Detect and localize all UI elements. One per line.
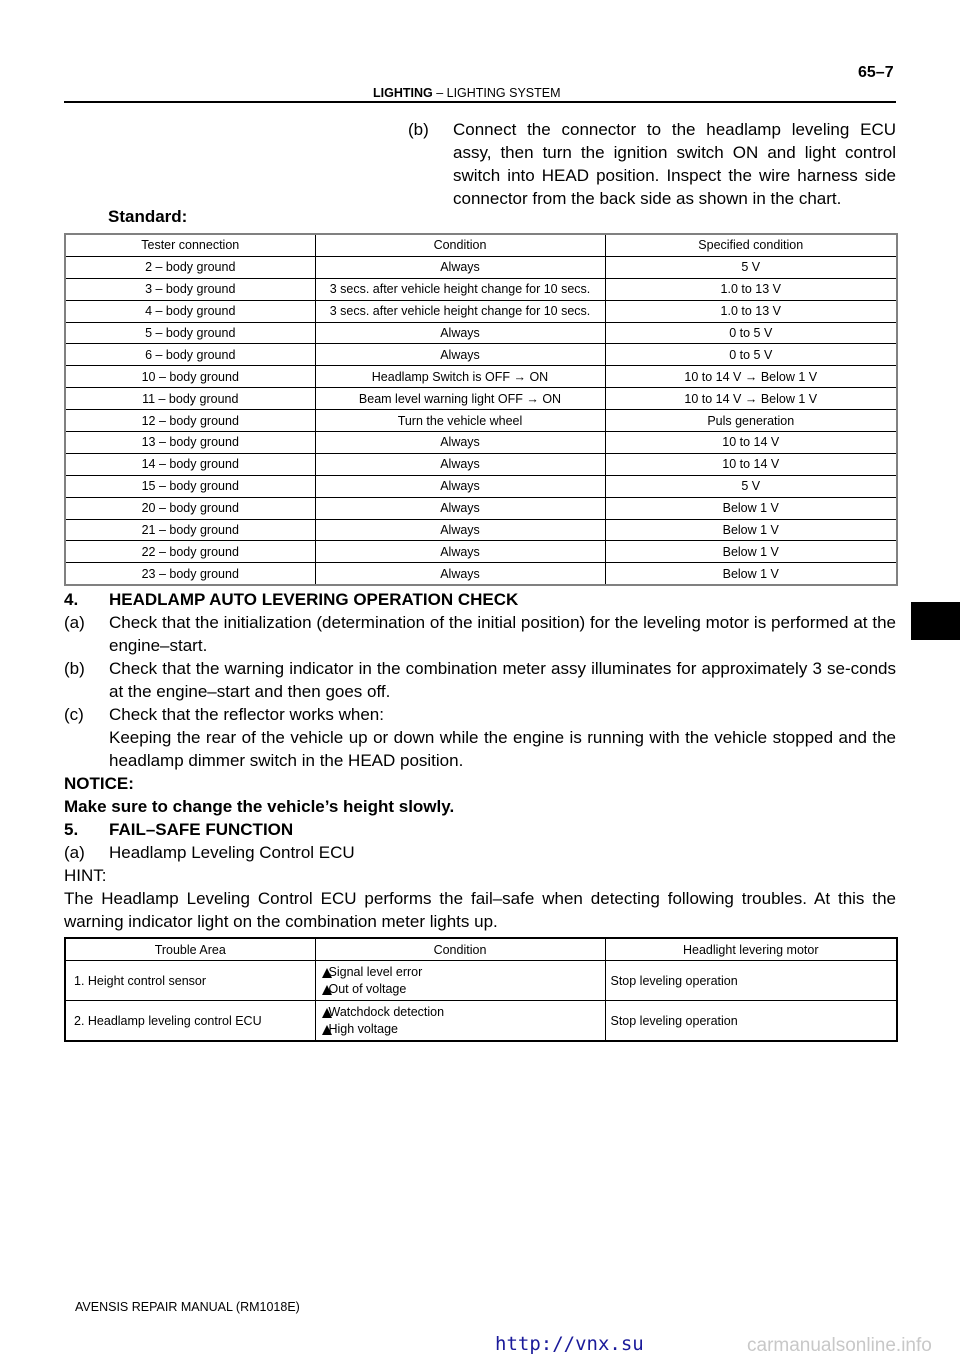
specified-condition-cell: 5 V bbox=[605, 475, 897, 497]
condition-item bbox=[316, 1021, 605, 1038]
running-header bbox=[373, 86, 561, 100]
table-row bbox=[65, 388, 897, 410]
section-5-number: 5. bbox=[64, 820, 79, 839]
column-header: Headlight levering motor bbox=[605, 938, 897, 961]
column-header: Trouble Area bbox=[65, 938, 315, 961]
page-footer: AVENSIS REPAIR MANUAL (RM1018E) bbox=[75, 1300, 300, 1314]
section-5-heading bbox=[64, 818, 896, 841]
tester-connection-cell: 11 – body ground bbox=[65, 388, 315, 410]
condition-item bbox=[316, 964, 605, 981]
failsafe-table bbox=[64, 937, 898, 1042]
step-label: (a) bbox=[64, 613, 85, 632]
table-row bbox=[65, 410, 897, 432]
section-4-heading bbox=[64, 588, 896, 611]
warning-triangle-icon bbox=[322, 985, 332, 995]
section-5-title: FAIL–SAFE FUNCTION bbox=[109, 820, 294, 839]
condition-item bbox=[316, 1004, 605, 1021]
tester-connection-cell: 6 – body ground bbox=[65, 344, 315, 366]
tester-connection-cell: 4 – body ground bbox=[65, 300, 315, 322]
step-text-detail: Keeping the rear of the vehicle up or down while the engine is running with the vehicle stopped and the headlamp dimmer switch in the HEAD position. bbox=[109, 728, 896, 770]
condition-cell: Always bbox=[315, 519, 605, 541]
warning-triangle-icon bbox=[322, 968, 332, 978]
specified-condition-cell: Puls generation bbox=[605, 410, 897, 432]
tester-connection-cell: 20 – body ground bbox=[65, 497, 315, 519]
tester-connection-cell: 21 – body ground bbox=[65, 519, 315, 541]
table-row bbox=[65, 961, 897, 1001]
condition-cell: Always bbox=[315, 432, 605, 454]
table-row bbox=[65, 497, 897, 519]
step-4b bbox=[64, 657, 896, 703]
condition-cell: Always bbox=[315, 453, 605, 475]
trouble-area-cell: 1. Height control sensor bbox=[65, 961, 315, 1001]
specified-condition-cell: Below 1 V bbox=[605, 519, 897, 541]
step-label: (a) bbox=[64, 843, 85, 862]
tester-connection-cell: 13 – body ground bbox=[65, 432, 315, 454]
condition-text: Out of voltage bbox=[328, 981, 407, 996]
warning-triangle-icon bbox=[322, 1025, 332, 1035]
step-label: (c) bbox=[64, 705, 84, 724]
tester-connection-cell: 2 – body ground bbox=[65, 256, 315, 278]
condition-cell: Beam level warning light OFF → ON bbox=[315, 388, 605, 410]
condition-cell: Always bbox=[315, 344, 605, 366]
condition-cell: Always bbox=[315, 322, 605, 344]
condition-cell: Turn the vehicle wheel bbox=[315, 410, 605, 432]
header-section-name: LIGHTING bbox=[373, 86, 433, 100]
intro-step bbox=[408, 118, 896, 210]
column-header: Specified condition bbox=[605, 234, 897, 256]
watermark-link[interactable]: http://vnx.su bbox=[495, 1333, 644, 1355]
step-4a bbox=[64, 611, 896, 657]
condition-item bbox=[316, 981, 605, 998]
column-header: Condition bbox=[315, 938, 605, 961]
specified-condition-cell: 0 to 5 V bbox=[605, 322, 897, 344]
condition-text: High voltage bbox=[328, 1021, 398, 1036]
tester-connection-cell: 22 – body ground bbox=[65, 541, 315, 563]
specified-condition-cell: Below 1 V bbox=[605, 497, 897, 519]
specified-condition-cell: 5 V bbox=[605, 256, 897, 278]
condition-cell: Always bbox=[315, 563, 605, 585]
section-4-title: HEADLAMP AUTO LEVERING OPERATION CHECK bbox=[109, 590, 519, 609]
trouble-area-cell: 2. Headlamp leveling control ECU bbox=[65, 1001, 315, 1042]
condition-cell: 3 secs. after vehicle height change for 10 secs. bbox=[315, 300, 605, 322]
condition-text: Signal level error bbox=[328, 964, 423, 979]
condition-cell: Headlamp Switch is OFF → ON bbox=[315, 366, 605, 388]
section-4-number: 4. bbox=[64, 590, 79, 609]
header-divider bbox=[64, 101, 896, 103]
specified-condition-cell: 0 to 5 V bbox=[605, 344, 897, 366]
tester-connection-cell: 3 – body ground bbox=[65, 278, 315, 300]
specified-condition-cell: Below 1 V bbox=[605, 563, 897, 585]
step-5a bbox=[64, 841, 896, 864]
condition-cell: Always bbox=[315, 475, 605, 497]
condition-cell bbox=[315, 1001, 605, 1042]
table-row bbox=[65, 256, 897, 278]
condition-cell: 3 secs. after vehicle height change for 10 secs. bbox=[315, 278, 605, 300]
notice-label: NOTICE: bbox=[64, 774, 134, 793]
table-row bbox=[65, 366, 897, 388]
table-header-row bbox=[65, 234, 897, 256]
intro-step-text: Connect the connector to the headlamp leveling ECU assy, then turn the ignition switch ON and light control switch into HEAD position. Inspect the wire harness side connector from the back side as shown in the chart. bbox=[453, 120, 896, 208]
watermark-site: carmanualsonline.info bbox=[747, 1335, 932, 1356]
table-row bbox=[65, 563, 897, 585]
motor-action-cell: Stop leveling operation bbox=[605, 1001, 897, 1042]
condition-cell: Always bbox=[315, 541, 605, 563]
motor-action-cell: Stop leveling operation bbox=[605, 961, 897, 1001]
table-row bbox=[65, 432, 897, 454]
standard-label: Standard: bbox=[108, 207, 188, 226]
table-row bbox=[65, 1001, 897, 1042]
tester-connection-cell: 10 – body ground bbox=[65, 366, 315, 388]
specified-condition-cell: 10 to 14 V → Below 1 V bbox=[605, 366, 897, 388]
condition-cell bbox=[315, 961, 605, 1001]
table-header-row bbox=[65, 938, 897, 961]
column-header: Tester connection bbox=[65, 234, 315, 256]
specified-condition-cell: 10 to 14 V → Below 1 V bbox=[605, 388, 897, 410]
specified-condition-cell: 10 to 14 V bbox=[605, 432, 897, 454]
tester-connection-cell: 5 – body ground bbox=[65, 322, 315, 344]
step-label: (b) bbox=[64, 659, 85, 678]
specified-condition-cell: 1.0 to 13 V bbox=[605, 278, 897, 300]
section-tab-marker bbox=[911, 602, 960, 640]
page-number: 65–7 bbox=[858, 64, 894, 81]
specified-condition-cell: 1.0 to 13 V bbox=[605, 300, 897, 322]
table-row bbox=[65, 519, 897, 541]
condition-cell: Always bbox=[315, 497, 605, 519]
intro-step-label: (b) bbox=[408, 120, 429, 139]
specified-condition-cell: 10 to 14 V bbox=[605, 453, 897, 475]
table-row bbox=[65, 453, 897, 475]
step-text: Check that the initialization (determination of the initial position) for the leveling motor is performed at the engine–start. bbox=[109, 613, 896, 655]
table-row bbox=[65, 541, 897, 563]
table-row bbox=[65, 278, 897, 300]
warning-triangle-icon bbox=[322, 1008, 332, 1018]
notice-text: Make sure to change the vehicle’s height slowly. bbox=[64, 797, 455, 816]
condition-cell: Always bbox=[315, 256, 605, 278]
tester-connection-cell: 23 – body ground bbox=[65, 563, 315, 585]
header-subsection: LIGHTING SYSTEM bbox=[446, 86, 561, 100]
table-row bbox=[65, 344, 897, 366]
standard-table bbox=[64, 233, 898, 586]
header-separator: – bbox=[432, 86, 447, 100]
tester-connection-cell: 15 – body ground bbox=[65, 475, 315, 497]
condition-text: Watchdock detection bbox=[328, 1004, 445, 1019]
hint-label: HINT: bbox=[64, 866, 107, 885]
table-row bbox=[65, 322, 897, 344]
specified-condition-cell: Below 1 V bbox=[605, 541, 897, 563]
column-header: Condition bbox=[315, 234, 605, 256]
tester-connection-cell: 14 – body ground bbox=[65, 453, 315, 475]
table-row bbox=[65, 300, 897, 322]
table-row bbox=[65, 475, 897, 497]
step-text: Headlamp Leveling Control ECU bbox=[109, 843, 355, 862]
step-text: Check that the reflector works when: bbox=[109, 705, 384, 724]
hint-text: The Headlamp Leveling Control ECU performs the fail–safe when detecting following troubles. At this the warning indicator light on the combination meter lights up. bbox=[64, 889, 896, 931]
step-4c bbox=[64, 703, 896, 772]
tester-connection-cell: 12 – body ground bbox=[65, 410, 315, 432]
step-text: Check that the warning indicator in the combination meter assy illuminates for approximately 3 se-conds at the engine–start and then goes off. bbox=[109, 659, 896, 701]
